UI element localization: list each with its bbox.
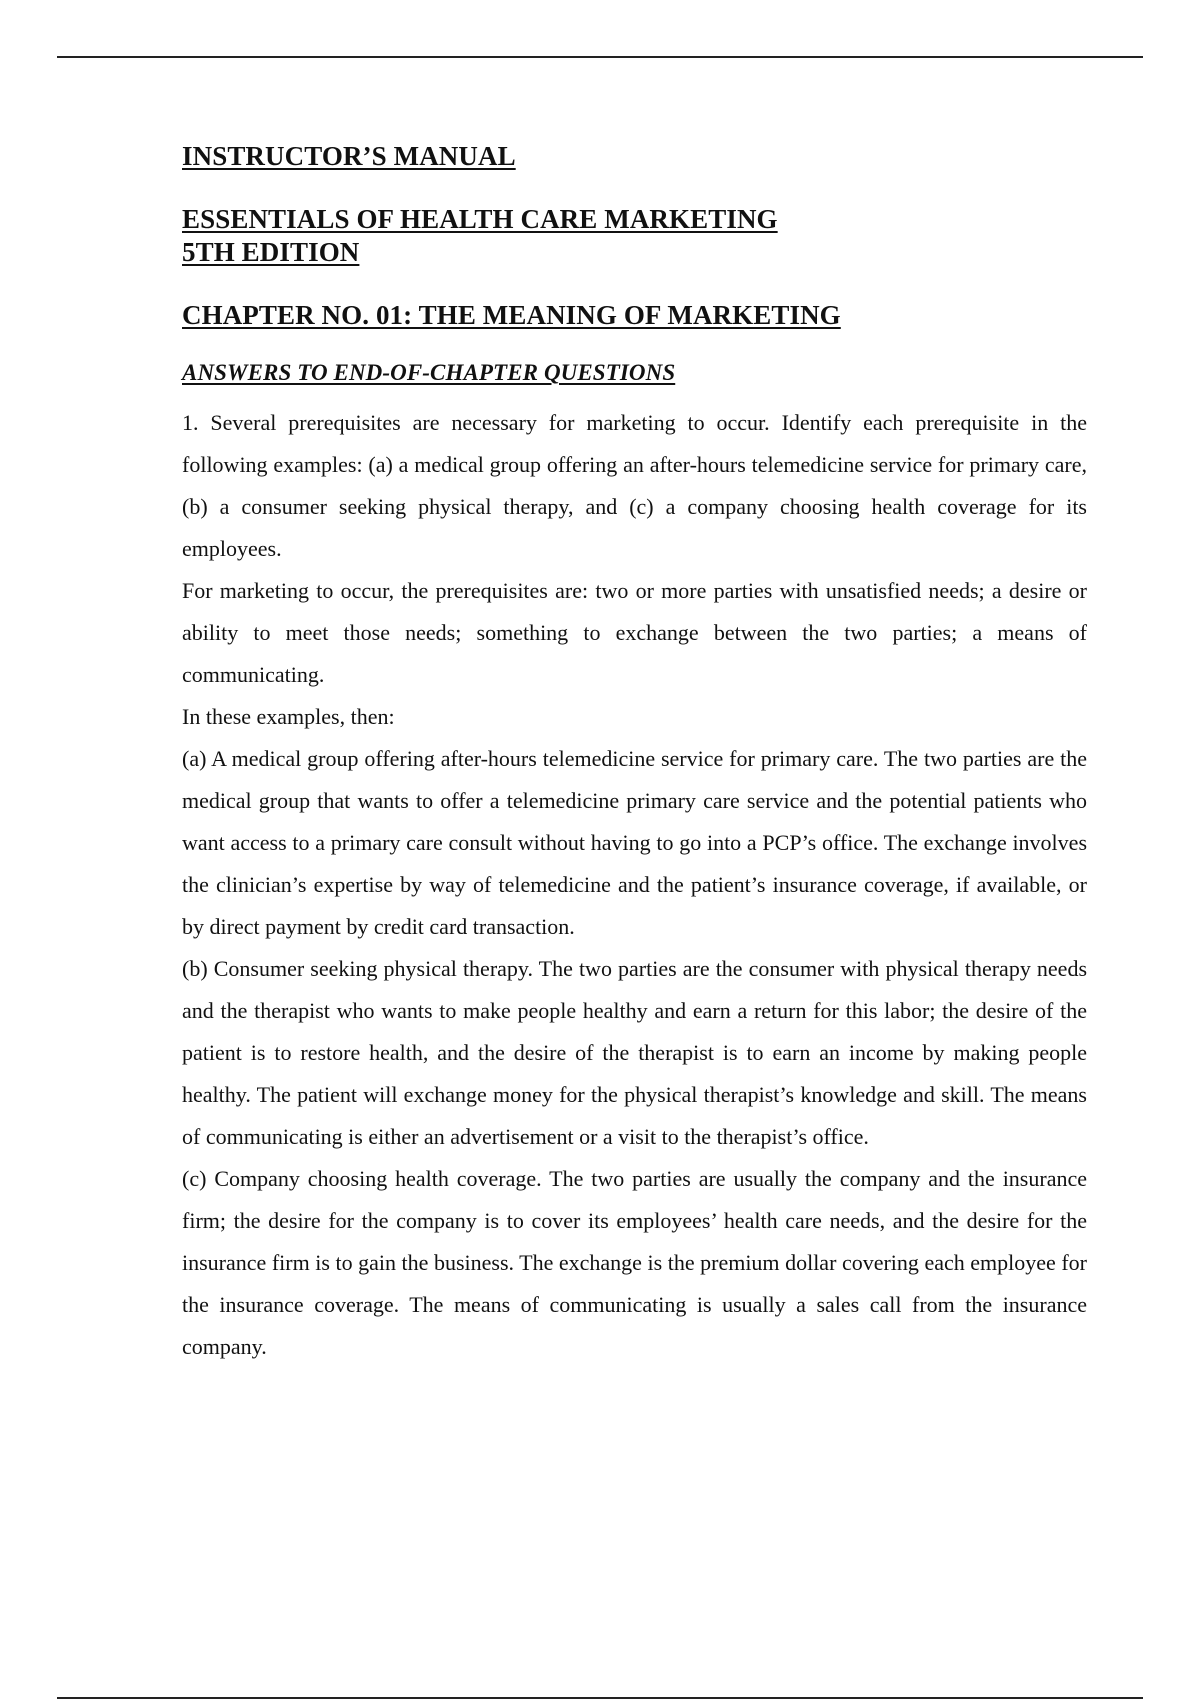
examples-intro-paragraph: In these examples, then:	[182, 704, 395, 729]
answer-c-paragraph: (c) Company choosing health coverage. The two parties are usually the company and the insurance firm; the desire for the company is to cover its employees’ health care needs, and the desire for the insurance firm is to gain the business. The exchange is the premium dollar covering each employee for the insurance coverage. The means of communicating is usually a sales call from the insurance company.	[182, 1166, 1087, 1359]
book-edition: 5TH EDITION	[182, 237, 360, 267]
question-paragraph: 1. Several prerequisites are necessary for marketing to occur. Identify each prerequisite in the following examples: (a) a medical group offering an after-hours telemedicine service for primary care, (b) a consumer seeking physical therapy, and (c) a company choosing health coverage for its employees.	[182, 410, 1087, 561]
manual-title: INSTRUCTOR’S MANUAL	[182, 141, 516, 171]
chapter-heading: CHAPTER NO. 01: THE MEANING OF MARKETING	[182, 300, 841, 330]
top-rule	[57, 56, 1143, 58]
answer-b-paragraph: (b) Consumer seeking physical therapy. The two parties are the consumer with physical therapy needs and the therapist who wants to make people healthy and earn a return for this labor; the desire of the patient is to restore health, and the desire of the therapist is to earn an income by making people healthy. The patient will exchange money for the physical therapist’s knowledge and skill. The means of communicating is either an advertisement or a visit to the therapist’s office.	[182, 956, 1087, 1149]
section-heading: ANSWERS TO END-OF-CHAPTER QUESTIONS	[182, 360, 676, 385]
prerequisites-paragraph: For marketing to occur, the prerequisites are: two or more parties with unsatisfied needs; a desire or ability to meet those needs; something to exchange between the two parties; a means of communicating.	[182, 578, 1087, 687]
answer-a-paragraph: (a) A medical group offering after-hours telemedicine service for primary care. The two parties are the medical group that wants to offer a telemedicine primary care service and the potential patients who want access to a primary care consult without having to go into a PCP’s office. The exchange involves the clinician’s expertise by way of telemedicine and the patient’s insurance coverage, if available, or by direct payment by credit card transaction.	[182, 746, 1087, 939]
book-title-line1: ESSENTIALS OF HEALTH CARE MARKETING	[182, 204, 778, 234]
page-content	[182, 140, 1087, 1368]
bottom-rule	[57, 1697, 1143, 1699]
book-title	[182, 203, 1087, 269]
